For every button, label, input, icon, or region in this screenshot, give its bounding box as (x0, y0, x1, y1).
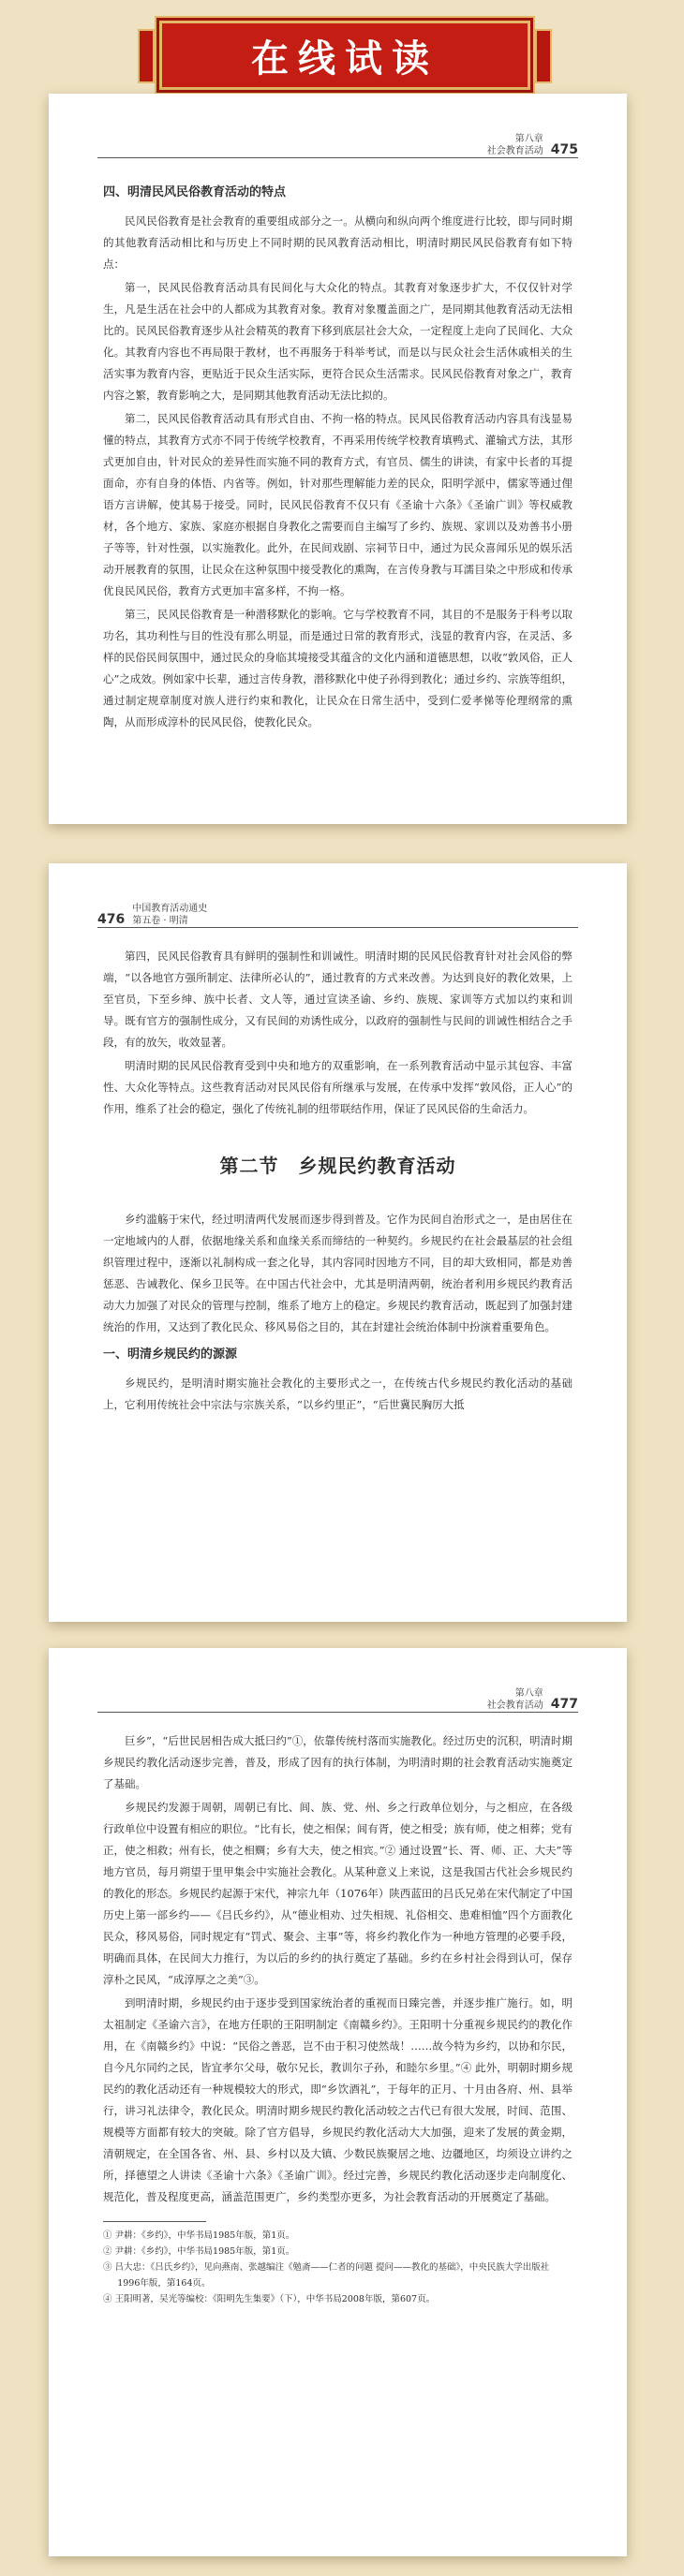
footnotes (103, 2221, 572, 2307)
header-chapter: 第八章 (514, 1688, 543, 1699)
paragraph: 乡约滥觞于宋代，经过明清两代发展而逐步得到普及。它作为民间自治形式之一，是由居住在一定地域内的人群，依据地缘关系和血缘关系而缔结的一种契约。乡规民约在社会最基层的社会组织管理过程中，逐渐以礼制构成一套之化导，其内容同时因地方不同，目的却大致相同，都是劝善惩恶、告诫教化、保乡卫民等。在中国古代社会中，尤其是明清两朝，统治者利用乡规民约教育活动大力加强了对民众的管理与控制，维系了地方上的稳定。乡规民约教育活动，既起到了加强封建统治的作用，又达到了教化民众、移风易俗之目的，其在封建社会统治体制中扮演着重要角色。 (103, 1213, 572, 1333)
book-page-476 (49, 863, 627, 1622)
page-body (103, 946, 572, 1418)
paragraph: 明清时期的民风民俗教育受到中央和地方的双重影响，在一系列教育活动中显示其包容、丰富性、大众化等特点。这些教育活动对民风民俗有所继承与发展，在传承中发挥“敦风俗，正人心”的作用，维系了社会的稳定，强化了传统礼制的纽带联结作用，保证了民风民俗的生命活力。 (103, 1059, 572, 1115)
paragraph: 乡规民约发源于周朝，周朝已有比、闾、族、党、州、乡之行政单位划分，与之相应，在各级行政单位中设置有相应的职位。“比有长，使之相保；闾有胥，使之相受；族有师，使之相葬；党有正，使之相救；州有长，使之相赒；乡有大夫，使之相宾。”② 通过设置“长、胥、师、正、大夫”等地方官员，每月朔望于里甲集会中实施社会教化。从某种意义上来说，这是我国古代社会乡规民约的教化的形态。乡规民约起源于宋代，神宗九年（1076年）陕西蓝田的吕氏兄弟在宋代制定了中国历史上第一部乡约——《吕氏乡约》，从“德业相劝、过失相规、礼俗相交、患难相恤”四个方面教化民众，移风易俗，同时规定有“罚式、聚会、主事”等，将乡约教化作为一种地方管理的必要手段，明确而具体，在民间大力推行，为以后的乡约的执行奠定了基础。乡约在乡村社会得到认可，保存淳朴之民风，“成淳厚之之美”③。 (103, 1801, 572, 1986)
banner-title: 在线试读 (251, 37, 439, 81)
running-header (487, 1687, 578, 1712)
header-volume: 第五卷 · 明清 (132, 916, 188, 926)
header-rule (97, 1712, 578, 1713)
header-chapter: 第八章 (514, 134, 543, 144)
running-header (487, 133, 578, 157)
book-page-477 (49, 1648, 627, 2556)
page-number: 477 (550, 1697, 578, 1712)
header-rule (97, 927, 578, 928)
section-title: 第二节 乡规民约教育活动 (219, 1155, 456, 1177)
paragraph: 巨乡”，“后世民居相告成大抵曰约”①，依靠传统村落而实施教化。经过历史的沉积，明清时期乡规民约教化活动逐步完善，普及，形成了因有的执行体制，为明清时期的社会教育活动实施奠定了基础。 (103, 1734, 572, 1790)
header-book-title: 中国教育活动通史 (132, 904, 208, 914)
subsection-heading: 一、明清乡规民约的源源 (103, 1347, 238, 1362)
page-number: 475 (550, 142, 578, 157)
running-header (97, 903, 207, 927)
footnote: ② 尹耕：《乡约》，中华书局1985年版，第1页。 (103, 2246, 295, 2257)
paragraph: 第二，民风民俗教育活动具有形式自由、不拘一格的特点。民风民俗教育活动内容具有浅显易懂的特点，其教育方式亦不同于传统学校教育，不再采用传统学校教育填鸭式、灌输式方法，其形式更加自由，针对民众的差异性而实施不同的教育方式，有官员、儒生的讲读，有家中长者的耳提面命，亦有自身的体悟、内省等。例如，针对那些理解能力差的民众，阳明学派中，儒家等通过俚语方言讲解，使其易于接受。同时，民风民俗教育不仅只有《圣谕十六条》《圣谕广训》等权威教材，各个地方、家族、家庭亦根据自身教化之需要而自主编写了乡约、族规、家训以及劝善书小册子等等，针对性强，以实施教化。此外，在民间戏剧、宗祠节日中，通过为民众喜闻乐见的娱乐活动开展教育的氛围，让民众在这种氛围中接受教化的熏陶，在言传身教与耳濡目染之中形成和传承优良民风民俗，教育方式更加丰富多样，不拘一格。 (103, 412, 572, 597)
page-body (103, 1730, 572, 2307)
section-heading: 四、明清民风民俗教育活动的特点 (103, 185, 287, 199)
paragraph: 乡规民约，是明清时期实施社会教化的主要形式之一，在传统古代乡规民约教化活动的基础上，它利用传统社会中宗法与宗族关系，“以乡约里正”，“后世冀民胸厉大抵 (103, 1376, 572, 1411)
header-rule (97, 157, 578, 158)
header-subtitle: 社会教育活动 (486, 146, 543, 156)
paragraph: 到明清时期，乡规民约由于逐步受到国家统治者的重视而日臻完善，并逐步推广施行。如，明太祖制定《圣谕六言》，在地方任职的王阳明制定《南赣乡约》。王阳明十分重视乡规民约的教化作用，在《南赣乡约》中说：“民俗之善恶，岂不由于积习使然哉！……故今特为乡约，以协和尔民，自今凡尔同约之民，皆宜孝尔父母，敬尔兄长，教训尔子孙，和睦尔乡里。”④ 此外，明朝时期乡规民约的教化活动还有一种规模较大的形式，即“乡饮酒礼”，于每年的正月、十月由各府、州、县举行，讲习礼法律令，教化民众。明清时期乡规民约教化活动较之古代已有很大发展，时间、范围、规模等方面都有较大的突破。除了官方倡导，乡规民约教化活动大大加强，迎来了发展的黄金期，清朝规定，在全国各省、州、县、乡村以及大镇、少数民族聚居之地、边疆地区，均须设立讲约之所，择德望之人讲读《圣谕十六条》《圣谕广训》。经过完善，乡规民约教化活动逐步走向制度化、规范化，普及程度更高，涵盖范围更广，乡约类型亦更多，为社会教育活动的开展奠定了基础。 (103, 1996, 572, 2203)
page-number: 476 (97, 912, 126, 927)
header-subtitle: 社会教育活动 (486, 1700, 543, 1711)
footnote: ③ 吕大忠：《吕氏乡约》，见向燕南、张越编注《勉斋——仁者的问题 提问——教化的基础》，中央民族大学出版社 1996年版，第164页。 (103, 2262, 550, 2289)
footnote: ④ 王阳明著，吴光等编校：《阳明先生集要》（下），中华书局2008年版，第607页。 (103, 2294, 436, 2304)
footnote: ① 尹耕：《乡约》，中华书局1985年版，第1页。 (103, 2230, 295, 2241)
paragraph: 第一，民风民俗教育活动具有民间化与大众化的特点。其教育对象逐步扩大，不仅仅针对学生，凡是生活在社会中的人都成为其教育对象。教育对象覆盖面之广，是同期其他教育活动无法相比的。民风民俗教育逐步从社会精英的教育下移到底层社会大众，一定程度上走向了民间化、大众化。其教育内容也不再局限于教材，也不再服务于科举考试，而是以与民众社会生活休戚相关的生活实事为教育内容，更贴近于民众生活实际，更符合民众生活需求。民风民俗教育对象之广，教育内容之繁，教育影响之大，是同期其他教育活动无法比拟的。 (103, 281, 572, 402)
footnote-rule (103, 2221, 206, 2222)
paragraph: 民风民俗教育是社会教育的重要组成部分之一。从横向和纵向两个维度进行比较，即与同时期的其他教育活动相比和与历史上不同时期的民风教育活动相比，明清时期民风民俗教育有如下特点： (103, 214, 572, 271)
book-page-475 (49, 94, 627, 824)
banner (159, 21, 530, 90)
paragraph: 第三，民风民俗教育是一种潜移默化的影响。它与学校教育不同，其目的不是服务于科考以取功名，其功利性与目的性没有那么明显，而是通过日常的教育形式，浅显的教育内容，在灵活、多样的民俗民间氛围中，通过民众的身临其境接受其蕴含的文化内涵和道德思想，以收“敦风俗，正人心”之成效。例如家中长辈，通过言传身教，潜移默化中使子孙得到教化；通过乡约、宗族等组织，通过制定规章制度对族人进行约束和教化，让民众在日常生活中，受到仁爱孝悌等伦理纲常的熏陶，从而形成淳朴的民风民俗，使教化民众。 (103, 608, 572, 729)
page-body (103, 176, 572, 735)
paragraph: 第四，民风民俗教育具有鲜明的强制性和训诫性。明清时期的民风民俗教育针对社会风俗的弊端，“以各地官方强所制定、法律所必认的”，通过教育的方式来改善。为达到良好的教化效果，上至官员，下至乡绅、族中长者、文人等，通过宣读圣谕、乡约、族规、家训等方式加以约束和训导。既有官方的强制性成分，又有民间的劝诱性成分，以政府的强制性与民间的训诫性相结合之手段，有的放矢，收效显著。 (103, 949, 572, 1049)
